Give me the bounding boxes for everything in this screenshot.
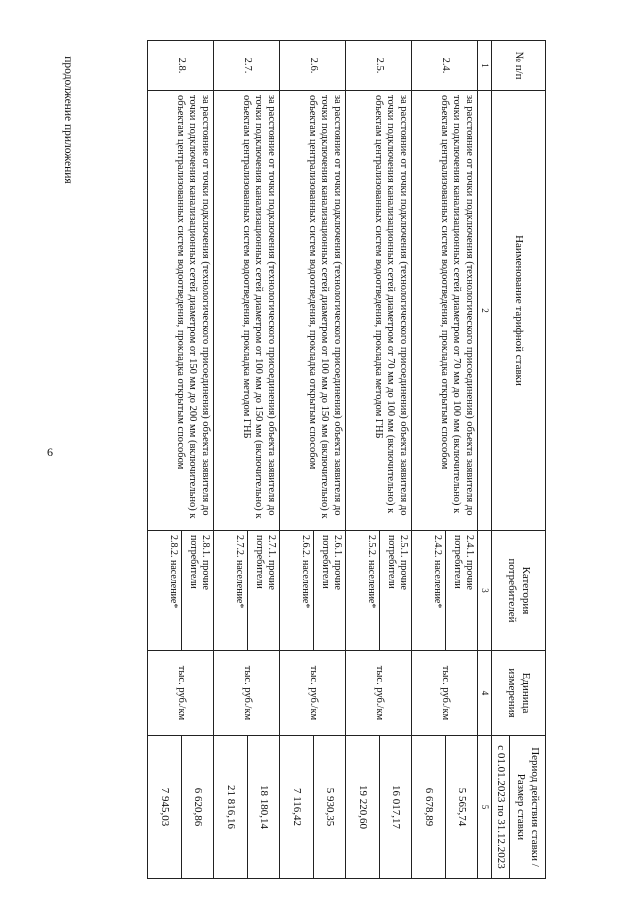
column-number: 5: [478, 736, 492, 879]
table-row: [380, 41, 412, 879]
rate-value: 5 930,35: [314, 736, 346, 879]
rate-value: 7 116,42: [280, 736, 314, 879]
category-cell: 2.5.2. население*: [346, 531, 380, 651]
header-category: Категория потребителей: [491, 531, 545, 651]
rate-value: 5 565,74: [446, 736, 478, 879]
category-cell: 2.7.1. прочие потребители: [248, 531, 280, 651]
table-row: [248, 41, 280, 879]
continuation-label: продолжение приложения: [62, 56, 74, 184]
category-cell: 2.5.1. прочие потребители: [380, 531, 412, 651]
column-number: 2: [478, 91, 492, 531]
header-period-range: с 01.01.2023 по 31.12.2023: [491, 736, 509, 879]
category-cell: 2.7.2. население*: [214, 531, 248, 651]
unit-cell: тыс. руб./км: [346, 651, 412, 736]
continuation-label-box: [62, 30, 74, 210]
tariff-name: за расстояние от точки подключения (технологического присоединения) объекта заявителя до точки подключения канализационных сетей диаметром от 100 мм до 150 мм (включительно) к объектам централизованных систем водоотведения, прокладка открытым способом: [280, 91, 346, 531]
column-number: 4: [478, 651, 492, 736]
header-unit: Единица измерения: [491, 651, 545, 736]
unit-cell: тыс. руб./км: [148, 651, 214, 736]
tariff-name: за расстояние от точки подключения (технологического присоединения) объекта заявителя до точки подключения канализационных сетей диаметром от 100 мм до 150 мм (включительно) к объектам централизованных систем водоотведения, прокладка методом ГНБ: [214, 91, 280, 531]
category-cell: 2.6.1. прочие потребители: [314, 531, 346, 651]
column-number: 1: [478, 41, 492, 91]
rate-value: 21 816,16: [214, 736, 248, 879]
rate-value: 19 220,60: [346, 736, 380, 879]
unit-cell: тыс. руб./км: [280, 651, 346, 736]
table-row: [314, 41, 346, 879]
unit-cell: тыс. руб./км: [412, 651, 478, 736]
row-number: 2.5.: [346, 41, 412, 91]
rate-value: 18 180,14: [248, 736, 280, 879]
unit-cell: тыс. руб./км: [214, 651, 280, 736]
table-row: [182, 41, 214, 879]
row-number: 2.4.: [412, 41, 478, 91]
category-cell: 2.4.1. прочие потребители: [446, 531, 478, 651]
category-cell: 2.8.1. прочие потребители: [182, 531, 214, 651]
header-name: Наименование тарифной ставки: [491, 91, 545, 531]
row-number: 2.6.: [280, 41, 346, 91]
rate-value: 6 620,86: [182, 736, 214, 879]
tariff-name: за расстояние от точки подключения (технологического присоединения) объекта заявителя до точки подключения канализационных сетей диаметром от 70 мм до 100 мм (включительно) к объектам централизованных систем водоотведения, прокладка методом ГНБ: [346, 91, 412, 531]
category-cell: 2.4.2. население*: [412, 531, 446, 651]
header-period-title: Период действия ставки /Размер ставки: [510, 736, 546, 879]
tariff-name: за расстояние от точки подключения (технологического присоединения) объекта заявителя до точки подключения канализационных сетей диаметром от 70 мм до 100 мм (включительно) к объектам централизованных систем водоотведения, прокладка открытым способом: [412, 91, 478, 531]
category-cell: 2.6.2. население*: [280, 531, 314, 651]
page-number: 6: [47, 445, 53, 459]
table-row: [446, 41, 478, 879]
header-num: № п/п: [491, 41, 545, 91]
table-viewport: [159, 40, 546, 878]
row-number: 2.8.: [148, 41, 214, 91]
rate-value: 6 678,89: [412, 736, 446, 879]
row-number: 2.7.: [214, 41, 280, 91]
rate-value: 7 945,03: [148, 736, 182, 879]
category-cell: 2.8.2. население*: [148, 531, 182, 651]
tariff-table: [147, 40, 546, 879]
column-number: 3: [478, 531, 492, 651]
rate-value: 16 017,17: [380, 736, 412, 879]
tariff-name: за расстояние от точки подключения (технологического присоединения) объекта заявителя до точки подключения канализационных сетей диаметром от 150 мм до 200 мм (включительно) к объектам централизованных систем водоотведения, прокладка открытым способом: [148, 91, 214, 531]
